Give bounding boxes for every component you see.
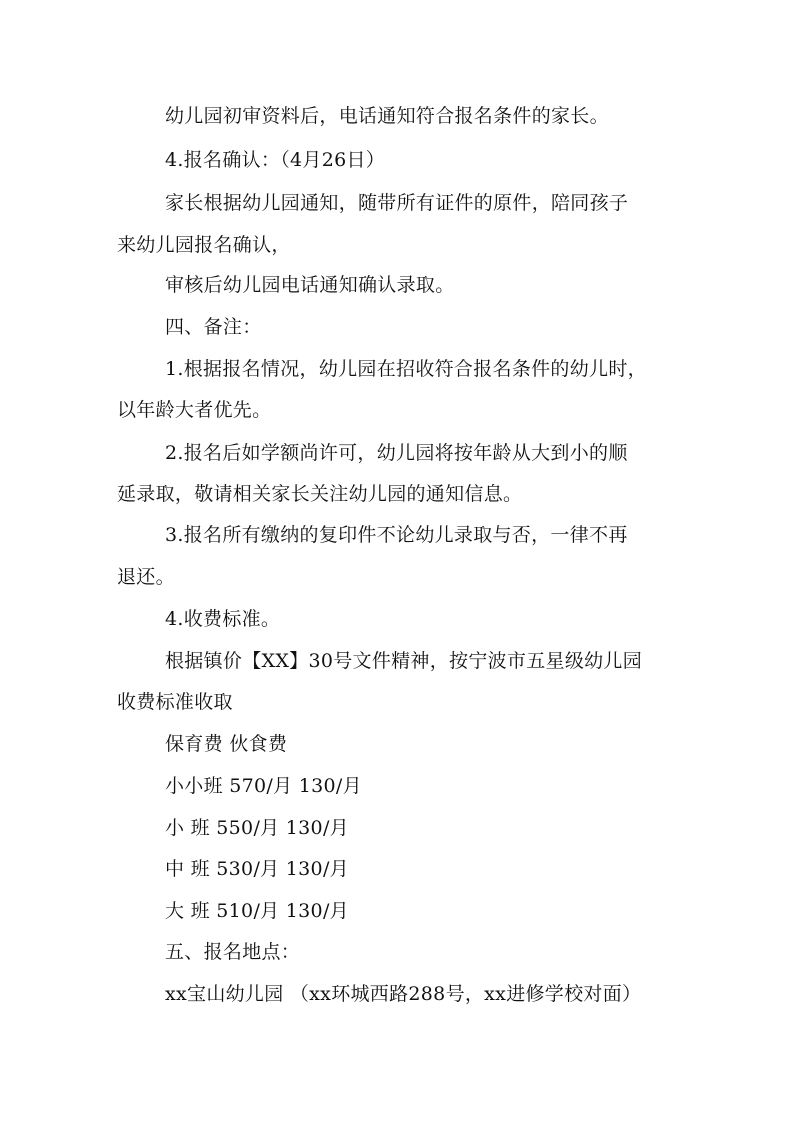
section-heading: 五、报名地点： bbox=[165, 941, 301, 963]
paragraph-line: 审核后幼儿园电话通知确认录取。 bbox=[165, 274, 455, 296]
address-line: xx宝山幼儿园 （xx环城西路288号，xx进修学校对面） bbox=[165, 983, 642, 1005]
paragraph-line: 1.根据报名情况，幼儿园在招收符合报名条件的幼儿时， bbox=[165, 358, 647, 380]
paragraph-line: 来幼儿园报名确认， bbox=[117, 234, 291, 256]
paragraph-line: 延录取，敬请相关家长关注幼儿园的通知信息。 bbox=[117, 483, 523, 505]
paragraph-line: 退还。 bbox=[117, 566, 175, 588]
section-heading: 4.报名确认：（4月26日） bbox=[165, 149, 386, 171]
fee-row: 中 班 530/月 130/月 bbox=[165, 858, 349, 880]
paragraph-line: 幼儿园初审资料后，电话通知符合报名条件的家长。 bbox=[165, 105, 609, 127]
fee-row: 小小班 570/月 130/月 bbox=[165, 775, 362, 797]
paragraph-line: 以年龄大者优先。 bbox=[117, 399, 272, 421]
paragraph-line: 家长根据幼儿园通知，随带所有证件的原件，陪同孩子 bbox=[165, 192, 629, 214]
paragraph-line: 根据镇价【XX】30号文件精神，按宁波市五星级幼儿园 bbox=[165, 650, 643, 672]
section-heading: 4.收费标准。 bbox=[165, 608, 281, 630]
fee-row: 小 班 550/月 130/月 bbox=[165, 817, 349, 839]
section-heading: 四、备注： bbox=[165, 316, 262, 338]
paragraph-line: 2.报名后如学额尚许可，幼儿园将按年龄从大到小的顺 bbox=[165, 442, 628, 464]
paragraph-line: 3.报名所有缴纳的复印件不论幼儿录取与否，一律不再 bbox=[165, 524, 628, 546]
paragraph-line: 收费标准收取 bbox=[117, 691, 233, 713]
fee-header: 保育费 伙食费 bbox=[165, 733, 288, 755]
fee-row: 大 班 510/月 130/月 bbox=[165, 900, 349, 922]
